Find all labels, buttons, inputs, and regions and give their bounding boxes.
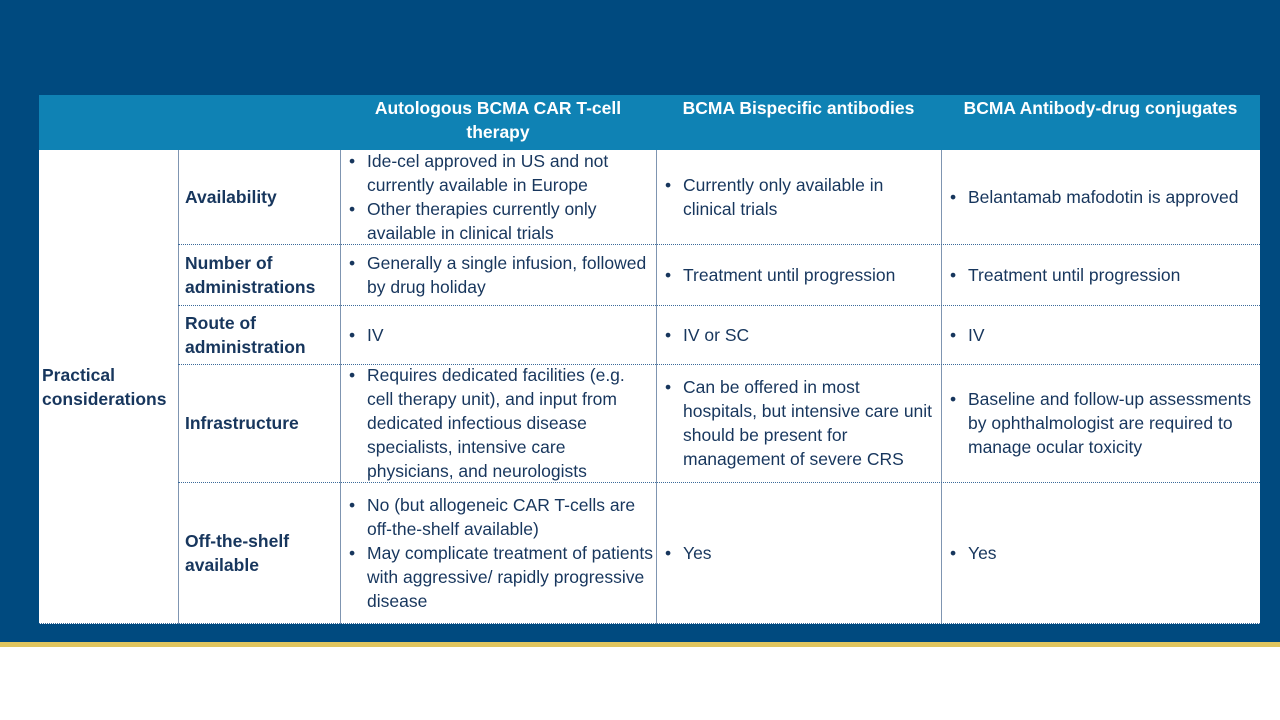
adc-cell (942, 305, 1257, 364)
accent-line (0, 642, 1280, 647)
bispecific-cell (657, 364, 938, 482)
bullet-item: • Yes (657, 541, 712, 565)
bullet-item: • Yes (942, 541, 997, 565)
bullet-list (657, 375, 938, 471)
bispecific-cell (657, 244, 938, 305)
row-label: Off-the-shelf available (185, 530, 290, 575)
bullet-list (942, 263, 1180, 287)
bullet-list (341, 149, 653, 245)
bullet-item: • Ide-cel approved in US and not currently available in Europe (341, 149, 653, 197)
header-cell-blank-1 (39, 95, 178, 150)
comparison-table (39, 95, 1260, 624)
bullet-list (657, 173, 938, 221)
header-bispecific: BCMA Bispecific antibodies (656, 95, 941, 150)
bullet-list (942, 541, 997, 565)
bullet-item: • Treatment until progression (942, 263, 1180, 287)
bullet-item: • IV (942, 323, 985, 347)
car-t-cell (341, 364, 653, 482)
group-label: Practical considerations (42, 365, 167, 409)
car-t-cell (341, 244, 653, 305)
bullet-list (341, 251, 653, 299)
bullet-item: • Other therapies currently only available in clinical trials (341, 197, 653, 245)
adc-cell (942, 482, 1257, 623)
car-t-cell (341, 150, 653, 244)
bullet-item: • IV (341, 323, 384, 347)
bispecific-cell (657, 482, 938, 623)
bullet-list (942, 323, 985, 347)
row-label: Availability (185, 187, 277, 207)
bullet-item: • Treatment until progression (657, 263, 895, 287)
bullet-item: • Baseline and follow-up assessments by ophthalmologist are required to manage ocular toxicity (942, 387, 1257, 459)
adc-cell (942, 150, 1257, 244)
bispecific-cell (657, 305, 938, 364)
bullet-list (341, 493, 653, 613)
bullet-list (341, 363, 653, 483)
bullet-item: • IV or SC (657, 323, 749, 347)
bispecific-cell (657, 150, 938, 244)
header-car-t: Autologous BCMA CAR T-cell therapy (340, 95, 656, 150)
row-label: Route of administration (185, 312, 306, 357)
car-t-cell (341, 305, 653, 364)
bullet-item: • Generally a single infusion, followed by drug holiday (341, 251, 653, 299)
bullet-list (657, 541, 712, 565)
grid-line (39, 623, 1260, 624)
bullet-item: • May complicate treatment of patients with aggressive/ rapidly progressive disease (341, 541, 653, 613)
bullet-list (942, 185, 1238, 209)
bullet-list (657, 323, 749, 347)
header-cell-blank-2 (178, 95, 340, 150)
bullet-item: • Requires dedicated facilities (e.g. cell therapy unit), and input from dedicated infectious disease specialists, intensive care physicians, and neurologists (341, 363, 653, 483)
adc-cell (942, 244, 1257, 305)
adc-cell (942, 364, 1257, 482)
bullet-item: • Can be offered in most hospitals, but intensive care unit should be present for management of severe CRS (657, 375, 938, 471)
bullet-item: • Currently only available in clinical trials (657, 173, 938, 221)
bullet-item: • Belantamab mafodotin is approved (942, 185, 1238, 209)
row-label: Number of administrations (185, 252, 316, 297)
bullet-item: • No (but allogeneic CAR T-cells are off-the-shelf available) (341, 493, 653, 541)
bullet-list (657, 263, 895, 287)
bullet-list (942, 387, 1257, 459)
car-t-cell (341, 482, 653, 623)
bullet-list (341, 323, 384, 347)
header-adc: BCMA Antibody-drug conjugates (941, 95, 1260, 150)
row-label: Infrastructure (185, 413, 299, 433)
